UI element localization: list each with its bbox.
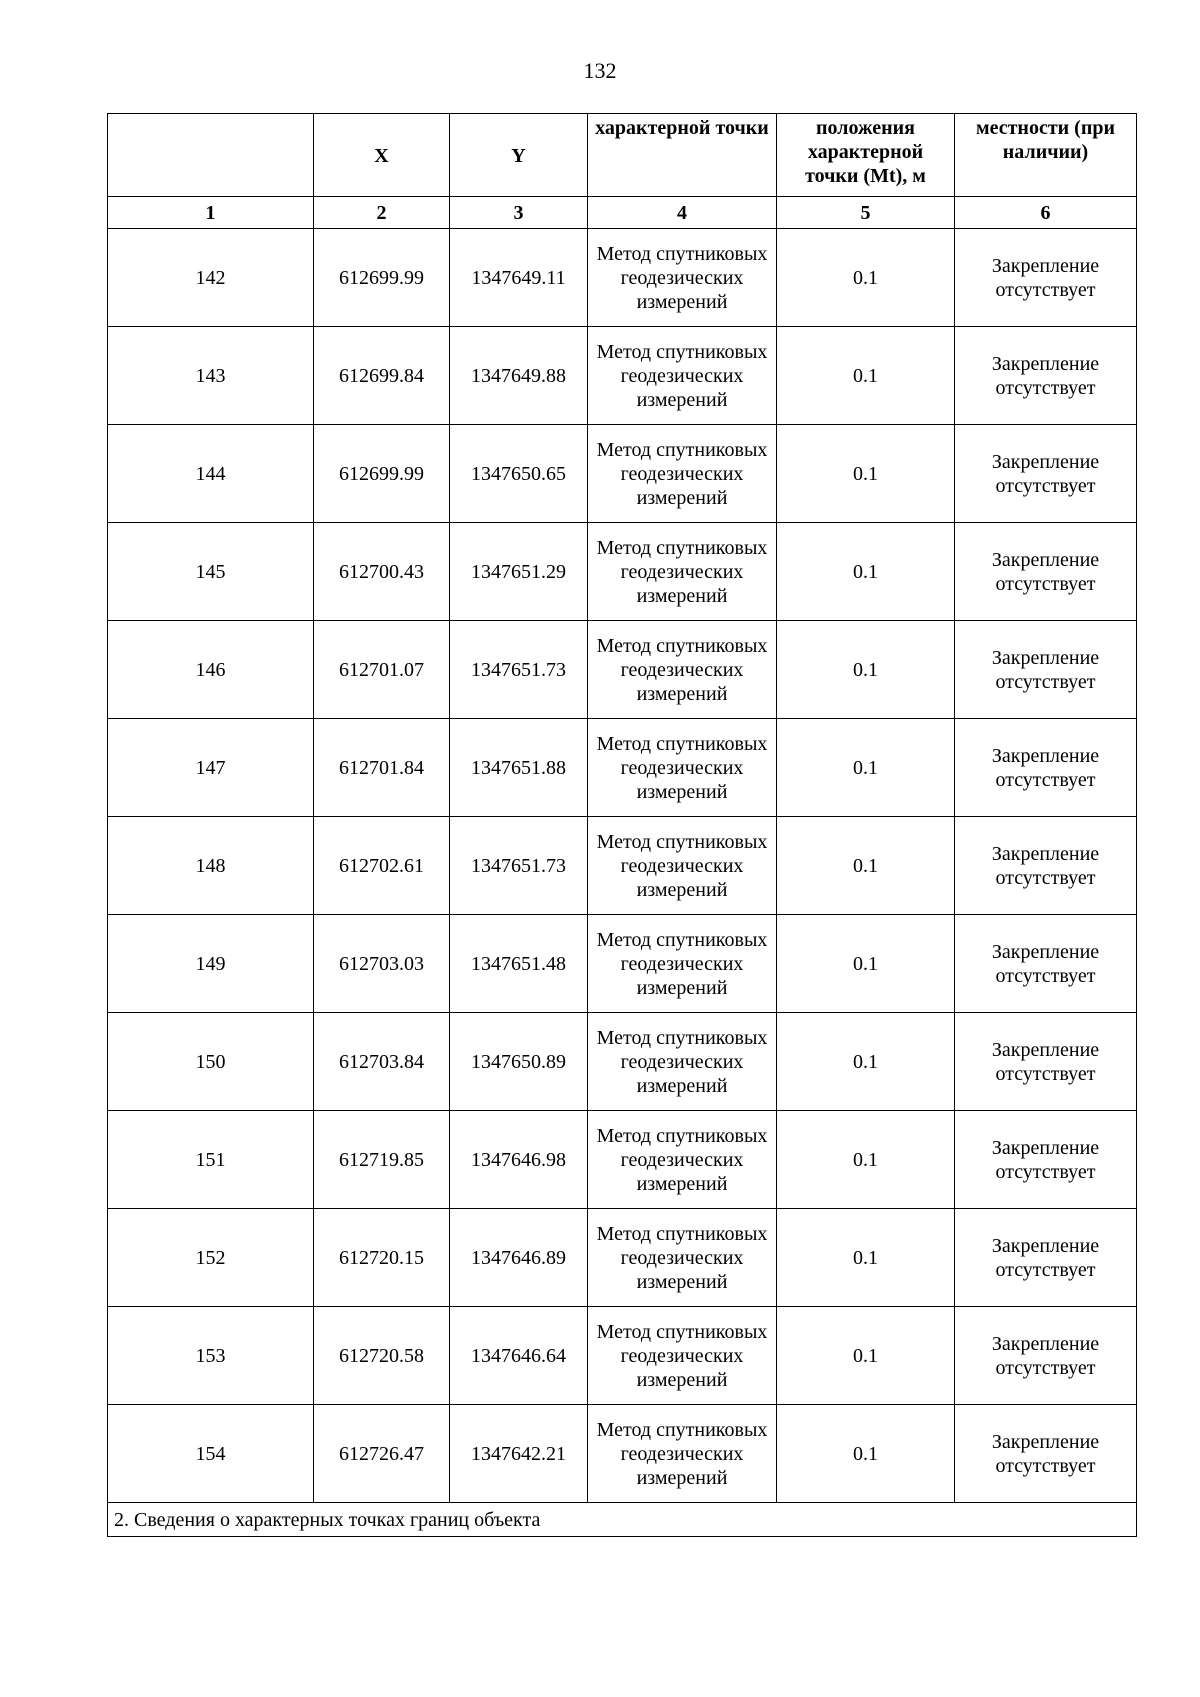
fixing-cell: Закрепление отсутствует [955, 327, 1137, 425]
table-row [108, 327, 1137, 425]
method-cell: Метод спутниковых геодезических измерений [588, 719, 777, 817]
point-number-cell: 146 [108, 621, 314, 719]
fixing-cell: Закрепление отсутствует [955, 229, 1137, 327]
table-row [108, 425, 1137, 523]
y-coordinate-cell: 1347646.89 [450, 1209, 588, 1307]
point-number-cell: 151 [108, 1111, 314, 1209]
y-coordinate-cell: 1347642.21 [450, 1405, 588, 1503]
x-coordinate-cell: 612702.61 [314, 817, 450, 915]
method-cell: Метод спутниковых геодезических измерений [588, 425, 777, 523]
fixing-cell: Закрепление отсутствует [955, 1013, 1137, 1111]
fixing-cell: Закрепление отсутствует [955, 1307, 1137, 1405]
x-coordinate-cell: 612699.99 [314, 425, 450, 523]
accuracy-cell: 0.1 [777, 621, 955, 719]
accuracy-cell: 0.1 [777, 425, 955, 523]
table-row [108, 1405, 1137, 1503]
method-cell: Метод спутниковых геодезических измерений [588, 327, 777, 425]
y-coordinate-cell: 1347650.65 [450, 425, 588, 523]
fixing-cell: Закрепление отсутствует [955, 1209, 1137, 1307]
table-body [108, 229, 1137, 1503]
point-number-cell: 153 [108, 1307, 314, 1405]
method-cell: Метод спутниковых геодезических измерений [588, 621, 777, 719]
accuracy-cell: 0.1 [777, 719, 955, 817]
y-coordinate-cell: 1347650.89 [450, 1013, 588, 1111]
x-coordinate-cell: 612699.84 [314, 327, 450, 425]
table-row [108, 817, 1137, 915]
table-footer-row [108, 1503, 1137, 1537]
method-cell: Метод спутниковых геодезических измерений [588, 817, 777, 915]
point-number-cell: 148 [108, 817, 314, 915]
point-number-cell: 142 [108, 229, 314, 327]
fixing-cell: Закрепление отсутствует [955, 719, 1137, 817]
method-cell: Метод спутниковых геодезических измерений [588, 229, 777, 327]
accuracy-cell: 0.1 [777, 1013, 955, 1111]
coordinates-table [107, 113, 1137, 1537]
table-row [108, 621, 1137, 719]
x-coordinate-cell: 612703.84 [314, 1013, 450, 1111]
method-cell: Метод спутниковых геодезических измерений [588, 1405, 777, 1503]
point-number-cell: 144 [108, 425, 314, 523]
x-coordinate-cell: 612703.03 [314, 915, 450, 1013]
point-number-cell: 154 [108, 1405, 314, 1503]
x-coordinate-cell: 612701.84 [314, 719, 450, 817]
fixing-cell: Закрепление отсутствует [955, 1405, 1137, 1503]
method-cell: Метод спутниковых геодезических измерений [588, 1307, 777, 1405]
page-number: 132 [583, 58, 617, 83]
method-cell: Метод спутниковых геодезических измерений [588, 523, 777, 621]
point-number-cell: 145 [108, 523, 314, 621]
fixing-cell: Закрепление отсутствует [955, 817, 1137, 915]
point-number-cell: 147 [108, 719, 314, 817]
accuracy-cell: 0.1 [777, 817, 955, 915]
x-coordinate-cell: 612719.85 [314, 1111, 450, 1209]
table-row [108, 1209, 1137, 1307]
x-coordinate-cell: 612699.99 [314, 229, 450, 327]
table-row [108, 915, 1137, 1013]
section-caption: 2. Сведения о характерных точках границ объекта [108, 1503, 1137, 1537]
method-cell: Метод спутниковых геодезических измерений [588, 1209, 777, 1307]
accuracy-cell: 0.1 [777, 1111, 955, 1209]
accuracy-cell: 0.1 [777, 327, 955, 425]
x-coordinate-cell: 612720.15 [314, 1209, 450, 1307]
x-coordinate-cell: 612700.43 [314, 523, 450, 621]
column-number: 4 [588, 197, 777, 229]
accuracy-cell: 0.1 [777, 1405, 955, 1503]
y-coordinate-cell: 1347651.48 [450, 915, 588, 1013]
column-number: 3 [450, 197, 588, 229]
column-number: 5 [777, 197, 955, 229]
table-row [108, 523, 1137, 621]
y-coordinate-cell: 1347651.73 [450, 817, 588, 915]
header-cell-y: Y [450, 114, 588, 197]
accuracy-cell: 0.1 [777, 229, 955, 327]
method-cell: Метод спутниковых геодезических измерений [588, 1111, 777, 1209]
fixing-cell: Закрепление отсутствует [955, 621, 1137, 719]
fixing-cell: Закрепление отсутствует [955, 915, 1137, 1013]
y-coordinate-cell: 1347649.11 [450, 229, 588, 327]
fixing-cell: Закрепление отсутствует [955, 425, 1137, 523]
fixing-cell: Закрепление отсутствует [955, 1111, 1137, 1209]
point-number-cell: 152 [108, 1209, 314, 1307]
x-coordinate-cell: 612726.47 [314, 1405, 450, 1503]
x-coordinate-cell: 612701.07 [314, 621, 450, 719]
header-cell-method: характерной точки [588, 114, 777, 197]
y-coordinate-cell: 1347649.88 [450, 327, 588, 425]
column-number: 1 [108, 197, 314, 229]
accuracy-cell: 0.1 [777, 1209, 955, 1307]
fixing-cell: Закрепление отсутствует [955, 523, 1137, 621]
header-cell-accuracy: положения характерной точки (Mt), м [777, 114, 955, 197]
column-number-row [108, 197, 1137, 229]
table-row [108, 719, 1137, 817]
y-coordinate-cell: 1347651.29 [450, 523, 588, 621]
table-row [108, 1013, 1137, 1111]
point-number-cell: 150 [108, 1013, 314, 1111]
point-number-cell: 143 [108, 327, 314, 425]
table-row [108, 1307, 1137, 1405]
table-header-row [108, 114, 1137, 197]
y-coordinate-cell: 1347651.73 [450, 621, 588, 719]
header-cell-point [108, 114, 314, 197]
table-row [108, 229, 1137, 327]
accuracy-cell: 0.1 [777, 1307, 955, 1405]
point-number-cell: 149 [108, 915, 314, 1013]
y-coordinate-cell: 1347646.98 [450, 1111, 588, 1209]
column-number: 2 [314, 197, 450, 229]
accuracy-cell: 0.1 [777, 523, 955, 621]
table-row [108, 1111, 1137, 1209]
header-cell-x: X [314, 114, 450, 197]
accuracy-cell: 0.1 [777, 915, 955, 1013]
x-coordinate-cell: 612720.58 [314, 1307, 450, 1405]
method-cell: Метод спутниковых геодезических измерений [588, 1013, 777, 1111]
column-number: 6 [955, 197, 1137, 229]
method-cell: Метод спутниковых геодезических измерений [588, 915, 777, 1013]
y-coordinate-cell: 1347646.64 [450, 1307, 588, 1405]
header-cell-fixing: местности (при наличии) [955, 114, 1137, 197]
y-coordinate-cell: 1347651.88 [450, 719, 588, 817]
